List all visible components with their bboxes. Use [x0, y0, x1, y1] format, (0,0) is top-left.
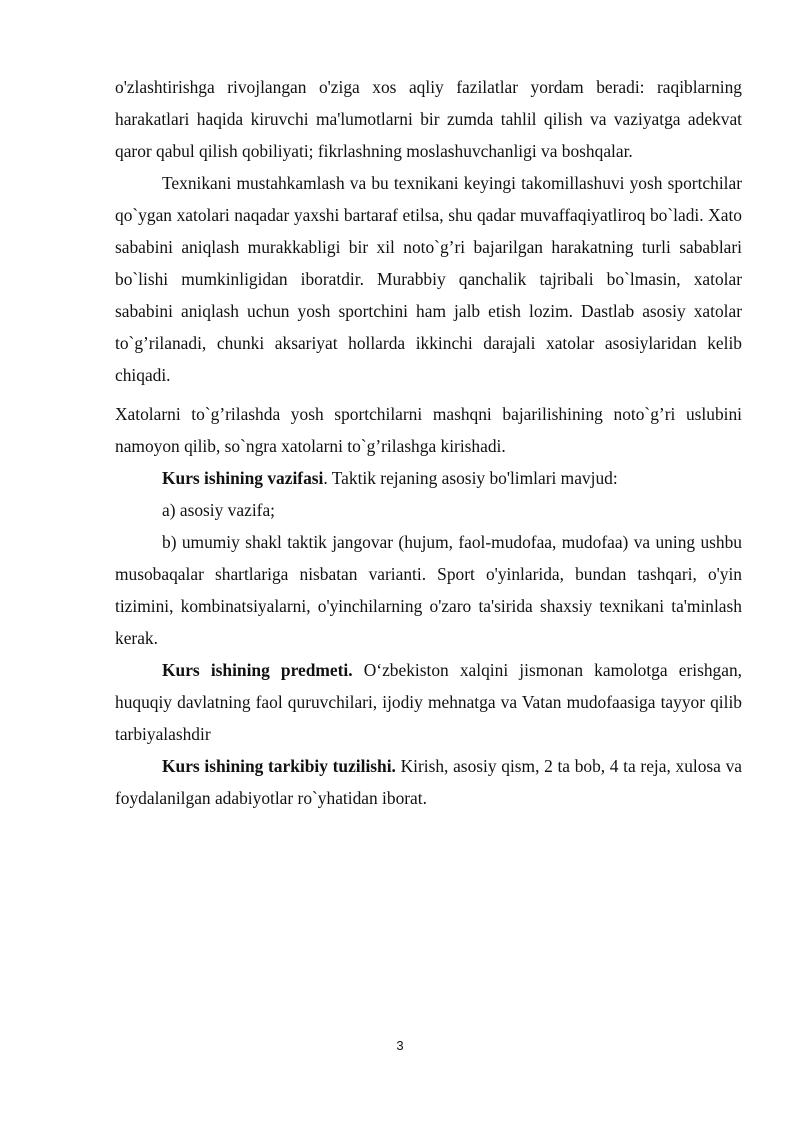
predmeti-text: O‘zbekiston xalqini jismonan kamolotga erishgan, huquqiy davlatning faol quruvchilari, ijodiy mehnatga va Vatan mudofaasiga tayyor qilib tarbiyalashdir [115, 660, 742, 744]
paragraph-intro-continuation: o'zlashtirishga rivojlangan o'ziga xos aqliy fazilatlar yordam beradi: raqiblarning harakatlari haqida kiruvchi ma'lumotlarni bir zumda tahlil qilish va vaziyatga adekvat qaror qabul qilish qobiliyati; fikrlashning moslashuvchanligi va boshqalar. [115, 77, 742, 161]
document-page [115, 71, 742, 814]
tarkibiy-heading: Kurs ishining tarkibiy tuzilishi. [162, 756, 396, 776]
predmeti-heading: Kurs ishining predmeti. [162, 660, 353, 680]
tarkibiy-text: Kirish, asosiy qism, 2 ta bob, 4 ta reja, xulosa va foydalanilgan adabiyotlar ro`yhatidan iborat. [115, 756, 742, 808]
paragraph-tarkibiy [115, 750, 742, 814]
list-item-b: b) umumiy shakl taktik jangovar (hujum, faol-mudofaa, mudofaa) va uning ushbu musobaqalar shartlariga nisbatan varianti. Sport o'yinlarida, bundan tashqari, o'yin tizimini, kombinatsiyalarni, o'yinchilarning o'zaro ta'sirida shaxsiy texnikani ta'minlash kerak. [115, 532, 742, 648]
paragraph-corrections: Xatolarni to`g’rilashda yosh sportchilarni mashqni bajarilishining noto`g’ri uslubini namoyon qilib, so`ngra xatolarni to`g’rilashga kirishadi. [115, 404, 742, 456]
vazifasi-heading: Kurs ishining vazifasi [162, 468, 324, 488]
paragraph-predmeti [115, 654, 742, 750]
page-number: 3 [396, 1038, 404, 1053]
list-item-a: a) asosiy vazifa; [162, 500, 275, 520]
paragraph-vazifasi [115, 462, 742, 494]
paragraph-technique: Texnikani mustahkamlash va bu texnikani keyingi takomillashuvi yosh sportchilar qo`ygan xatolari naqadar yaxshi bartaraf etilsa, shu qadar muvaffaqiyatliroq bo`ladi. Xato sababini aniqlash murakkabligi bir xil noto`g’ri bajarilgan harakatning turli sabablari bo`lishi mumkinligidan iboratdir. Murabbiy qanchalik tajribali bo`lmasin, xatolar sababini aniqlash uchun yosh sportchini ham jalb etish lozim. Dastlab asosiy xatolar to`g’rilanadi, chunki aksariyat hollarda ikkinchi darajali xatolar asosiylaridan kelib chiqadi. [115, 173, 742, 385]
vazifasi-text: . Taktik rejaning asosiy bo'limlari mavjud: [323, 468, 618, 488]
